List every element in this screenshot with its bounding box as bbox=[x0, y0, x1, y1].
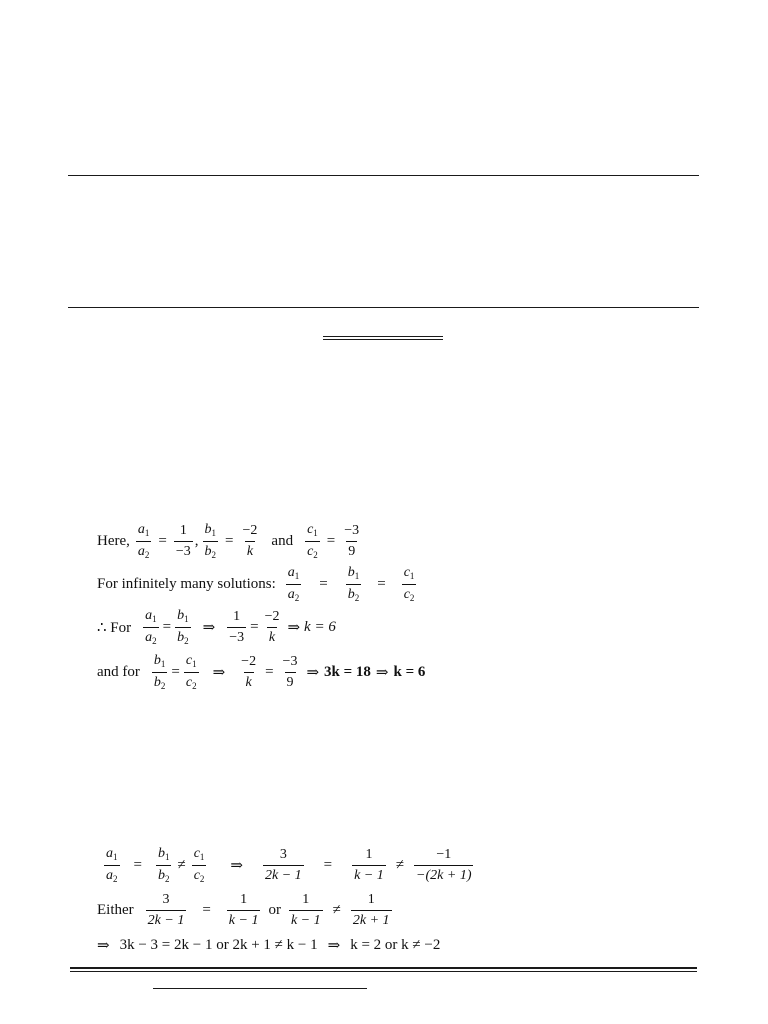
fraction-c1-c2: $\frac{c_1}{c_2}$ bbox=[403, 565, 415, 603]
equals-sign: = bbox=[265, 664, 274, 680]
footer-rule-top bbox=[70, 967, 697, 969]
second-divider bbox=[68, 307, 699, 308]
and-label: and bbox=[271, 533, 294, 549]
equals-sign: = bbox=[377, 576, 386, 592]
no-solution-condition-line bbox=[102, 847, 475, 884]
footer-rule-bottom bbox=[70, 971, 697, 972]
fraction-b1-b2: $\frac{b_1}{b_2}$ bbox=[153, 653, 166, 691]
here-label: Here, bbox=[97, 533, 130, 549]
linear-equations: 3k − 3 = 2k − 1 or 2k + 1 ≠ k − 1 bbox=[119, 937, 318, 953]
equals-sign: = bbox=[323, 857, 333, 873]
ratio-definitions-line bbox=[97, 523, 363, 560]
fraction-neg-one-over-neg-2k-plus-1: $\frac{-1}{-(2k + 1)}$ bbox=[416, 847, 472, 883]
fraction-a1-a2: $\frac{a_1}{a_2}$ bbox=[145, 608, 157, 646]
either-label: Either bbox=[97, 902, 134, 918]
three-k-equation: 3k = 18 bbox=[324, 664, 371, 680]
fraction-one-over-neg-three: $\frac{1}{-3}$ bbox=[229, 609, 245, 645]
fraction-neg-two-over-k: $\frac{-2}{k}$ bbox=[264, 609, 280, 645]
equals-sign: = bbox=[171, 664, 180, 680]
final-result-line bbox=[97, 936, 440, 955]
and-for-label: and for bbox=[97, 664, 140, 680]
condition-label: For infinitely many solutions: bbox=[97, 576, 276, 592]
implies-arrow: ⇒ bbox=[230, 858, 243, 874]
verify-k-line bbox=[97, 654, 425, 691]
fraction-a1-a2: $\frac{a_1}{a_2}$ bbox=[106, 846, 118, 884]
equals-sign: = bbox=[326, 533, 336, 549]
fraction-a1-a2: $\frac{a_1}{a_2}$ bbox=[287, 565, 300, 603]
implies-arrow: ⇒ bbox=[375, 665, 389, 681]
fraction-neg-three-over-nine: $\frac{-3}{9}$ bbox=[344, 523, 360, 559]
implies-arrow: ⇒ bbox=[202, 620, 216, 636]
top-divider bbox=[68, 175, 699, 176]
k-final-result: k = 2 or k ≠ −2 bbox=[350, 937, 441, 953]
fraction-one-over-neg-three: $\frac{1}{-3}$ bbox=[175, 523, 191, 559]
fraction-b1-b2: $\frac{b_1}{b_2}$ bbox=[177, 608, 189, 646]
k-value-result: k = 6 bbox=[393, 664, 426, 680]
k-value-result: k = 6 bbox=[304, 619, 336, 635]
therefore-for-label: ∴ For bbox=[97, 620, 132, 636]
equals-sign: = bbox=[133, 857, 142, 873]
equals-sign: = bbox=[250, 619, 259, 635]
not-equal-sign: ≠ bbox=[395, 857, 405, 873]
solve-k-line bbox=[97, 609, 336, 646]
fraction-three-over-2k-minus-1: $\frac{3}{2k - 1}$ bbox=[147, 892, 185, 928]
equals-sign: = bbox=[319, 576, 328, 592]
implies-arrow: ⇒ bbox=[97, 938, 110, 954]
heading-underline-bottom bbox=[323, 339, 443, 340]
not-equal-sign: ≠ bbox=[332, 902, 341, 918]
footnote-rule bbox=[153, 988, 367, 989]
fraction-b1-b2: $\frac{b_1}{b_2}$ bbox=[204, 522, 217, 560]
fraction-three-over-2k-minus-1: $\frac{3}{2k - 1}$ bbox=[265, 847, 302, 883]
equals-sign: = bbox=[202, 902, 211, 918]
implies-arrow: ⇒ bbox=[212, 665, 226, 681]
implies-arrow: ⇒ bbox=[327, 938, 341, 954]
fraction-a1-a2: $\frac{a_1}{a_2}$ bbox=[137, 522, 150, 560]
fraction-one-over-2k-plus-1: $\frac{1}{2k + 1}$ bbox=[352, 892, 390, 928]
fraction-one-over-k-minus-1: $\frac{1}{k - 1}$ bbox=[290, 892, 321, 928]
fraction-neg-two-over-k: $\frac{-2}{k}$ bbox=[241, 654, 257, 690]
implies-arrow: ⇒ bbox=[287, 620, 301, 636]
fraction-c1-c2: $\frac{c_1}{c_2}$ bbox=[193, 846, 205, 884]
either-line bbox=[97, 893, 394, 928]
fraction-one-over-k-minus-1: $\frac{1}{k - 1}$ bbox=[354, 847, 384, 883]
or-label: or bbox=[268, 902, 281, 918]
fraction-neg-three-over-nine: $\frac{-3}{9}$ bbox=[282, 654, 298, 690]
fraction-one-over-k-minus-1: $\frac{1}{k - 1}$ bbox=[228, 892, 259, 928]
equals-sign: = bbox=[162, 619, 172, 635]
fraction-b1-b2: $\frac{b_1}{b_2}$ bbox=[347, 565, 360, 603]
implies-arrow: ⇒ bbox=[306, 665, 320, 681]
condition-line bbox=[97, 566, 418, 603]
equals-sign: = bbox=[158, 533, 167, 549]
fraction-neg-two-over-k: $\frac{-2}{k}$ bbox=[242, 523, 258, 559]
fraction-b1-b2: $\frac{b_1}{b_2}$ bbox=[157, 846, 170, 884]
fraction-c1-c2: $\frac{c_1}{c_2}$ bbox=[185, 653, 197, 691]
not-equal-sign: ≠ bbox=[177, 857, 186, 873]
equals-sign: = bbox=[225, 533, 234, 549]
fraction-c1-c2: $\frac{c_1}{c_2}$ bbox=[307, 522, 318, 560]
comma: , bbox=[194, 533, 199, 549]
heading-underline-top bbox=[323, 336, 443, 337]
